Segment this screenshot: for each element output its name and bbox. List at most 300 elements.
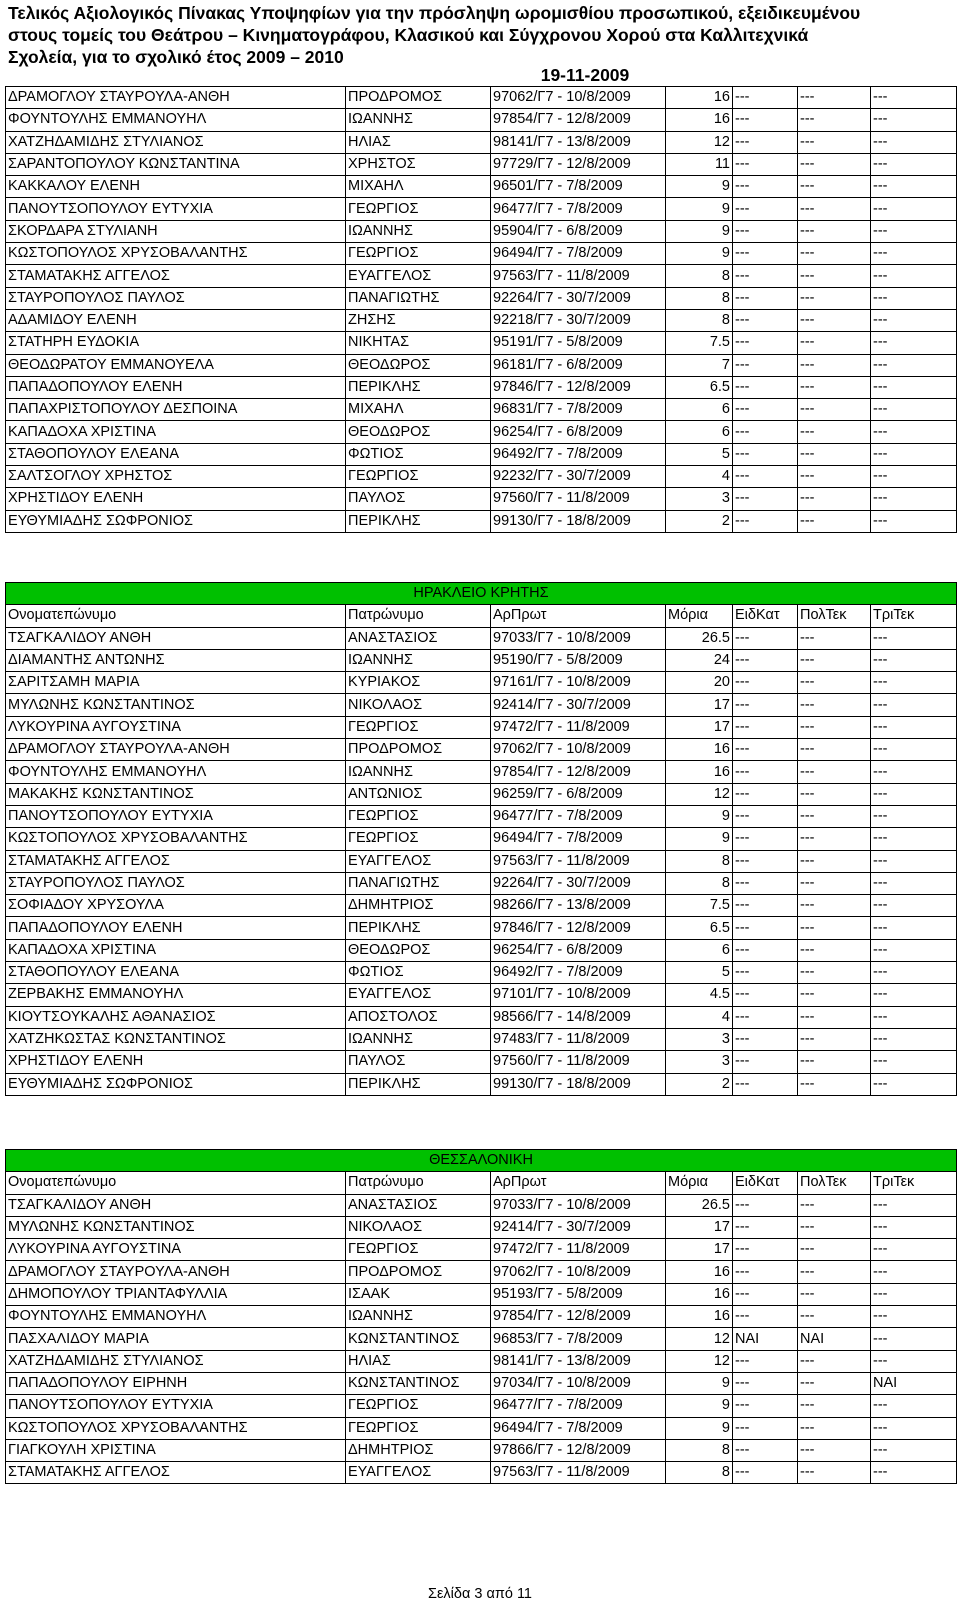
- table-cell: ---: [733, 1439, 798, 1461]
- table-row: [6, 805, 957, 827]
- table-cell: ΔΙΑΜΑΝΤΗΣ ΑΝΤΩΝΗΣ: [6, 649, 346, 671]
- table-cell: ---: [798, 309, 871, 331]
- table-cell: ΚΙΟΥΤΣΟΥΚΑΛΗΣ ΑΘΑΝΑΣΙΟΣ: [6, 1006, 346, 1028]
- column-header: ΑρΠρωτ: [491, 1172, 666, 1194]
- table-cell: ---: [871, 399, 957, 421]
- table-cell: ---: [798, 694, 871, 716]
- table-cell: ΚΑΚΚΑΛΟΥ ΕΛΕΝΗ: [6, 176, 346, 198]
- table-cell: ---: [871, 962, 957, 984]
- table-cell: ΣΤΑΜΑΤΑΚΗΣ ΑΓΓΕΛΟΣ: [6, 1462, 346, 1484]
- section-title: ΘΕΣΣΑΛΟΝΙΚΗ: [6, 1150, 957, 1172]
- table-cell: 97866/Γ7 - 12/8/2009: [491, 1439, 666, 1461]
- table-cell: ΝΑΙ: [733, 1328, 798, 1350]
- table-row: [6, 198, 957, 220]
- table-cell: ΜΙΧΑΗΛ: [346, 399, 491, 421]
- table-row: [6, 895, 957, 917]
- table-cell: ---: [871, 220, 957, 242]
- table-cell: ---: [733, 649, 798, 671]
- table-row: [6, 220, 957, 242]
- table-cell: ---: [733, 1306, 798, 1328]
- column-header-row: [6, 1172, 957, 1194]
- table-cell: 96259/Γ7 - 6/8/2009: [491, 783, 666, 805]
- document-title: [8, 2, 958, 68]
- table-cell: ---: [798, 332, 871, 354]
- table-cell: ΣΤΑΤΗΡΗ ΕΥΔΟΚΙΑ: [6, 332, 346, 354]
- table-cell: 7.5: [666, 332, 733, 354]
- table-cell: ---: [733, 309, 798, 331]
- table-cell: ---: [798, 716, 871, 738]
- table-row: [6, 1239, 957, 1261]
- column-header: Μόρια: [666, 1172, 733, 1194]
- table-cell: ΘΕΟΔΩΡΟΣ: [346, 354, 491, 376]
- table-cell: ---: [733, 287, 798, 309]
- table-cell: ---: [798, 287, 871, 309]
- table-row: [6, 1328, 957, 1350]
- table-cell: 97033/Γ7 - 10/8/2009: [491, 627, 666, 649]
- table-cell: ---: [798, 87, 871, 109]
- table-cell: ---: [871, 895, 957, 917]
- table-cell: 9: [666, 805, 733, 827]
- table-cell: ---: [871, 1350, 957, 1372]
- table-cell: ---: [798, 1462, 871, 1484]
- table-cell: ΔΗΜΗΤΡΙΟΣ: [346, 1439, 491, 1461]
- table-cell: ΠΑΣΧΑΛΙΔΟΥ ΜΑΡΙΑ: [6, 1328, 346, 1350]
- table-cell: ---: [871, 694, 957, 716]
- table-cell: 6: [666, 421, 733, 443]
- table-cell: ---: [798, 672, 871, 694]
- table-cell: ΦΟΥΝΤΟΥΛΗΣ ΕΜΜΑΝΟΥΗΛ: [6, 1306, 346, 1328]
- table-cell: ---: [733, 716, 798, 738]
- table-cell: ---: [733, 1395, 798, 1417]
- table-cell: ΗΛΙΑΣ: [346, 131, 491, 153]
- table-cell: ---: [798, 220, 871, 242]
- table-cell: 92264/Γ7 - 30/7/2009: [491, 872, 666, 894]
- table-cell: 17: [666, 716, 733, 738]
- table-cell: ---: [733, 917, 798, 939]
- table-cell: ---: [798, 828, 871, 850]
- table-cell: ---: [871, 805, 957, 827]
- table-cell: ---: [798, 109, 871, 131]
- table-cell: ---: [733, 243, 798, 265]
- table-cell: 16: [666, 87, 733, 109]
- table-cell: ---: [871, 176, 957, 198]
- table-row: [6, 1194, 957, 1216]
- table-row: [6, 984, 957, 1006]
- table-cell: 5: [666, 443, 733, 465]
- table-cell: ΣΑΡΙΤΣΑΜΗ ΜΑΡΙΑ: [6, 672, 346, 694]
- table-row: [6, 672, 957, 694]
- table-cell: ΓΕΩΡΓΙΟΣ: [346, 1417, 491, 1439]
- table-cell: 98566/Γ7 - 14/8/2009: [491, 1006, 666, 1028]
- table-cell: ---: [798, 984, 871, 1006]
- table-cell: ΖΗΣΗΣ: [346, 309, 491, 331]
- table-cell: ---: [798, 872, 871, 894]
- table-cell: ---: [733, 828, 798, 850]
- table-row: [6, 376, 957, 398]
- table-row: [6, 627, 957, 649]
- table-cell: ---: [871, 939, 957, 961]
- table-cell: ΑΝΤΩΝΙΟΣ: [346, 783, 491, 805]
- table-cell: ΠΑΝΟΥΤΣΟΠΟΥΛΟΥ ΕΥΤΥΧΙΑ: [6, 805, 346, 827]
- table-row: [6, 287, 957, 309]
- table-cell: ΚΩΝΣΤΑΝΤΙΝΟΣ: [346, 1328, 491, 1350]
- table-cell: ΠΕΡΙΚΛΗΣ: [346, 376, 491, 398]
- table-row: [6, 399, 957, 421]
- table-cell: ΠΕΡΙΚΛΗΣ: [346, 1073, 491, 1095]
- table-cell: 6: [666, 939, 733, 961]
- table-cell: 98141/Γ7 - 13/8/2009: [491, 1350, 666, 1372]
- table-cell: ΚΥΡΙΑΚΟΣ: [346, 672, 491, 694]
- table-cell: ---: [733, 1051, 798, 1073]
- table-cell: 92414/Γ7 - 30/7/2009: [491, 1216, 666, 1238]
- table-row: [6, 649, 957, 671]
- table-row: [6, 421, 957, 443]
- table-section-thessaloniki: [5, 1149, 957, 1484]
- table-cell: 12: [666, 1350, 733, 1372]
- table-cell: ---: [798, 176, 871, 198]
- table-cell: ΕΥΑΓΓΕΛΟΣ: [346, 984, 491, 1006]
- table-cell: ---: [798, 761, 871, 783]
- table-cell: ΓΕΩΡΓΙΟΣ: [346, 828, 491, 850]
- table-cell: ---: [871, 332, 957, 354]
- table-cell: ---: [798, 962, 871, 984]
- table-cell: 97483/Γ7 - 11/8/2009: [491, 1028, 666, 1050]
- table-row: [6, 917, 957, 939]
- table-cell: ΦΟΥΝΤΟΥΛΗΣ ΕΜΜΑΝΟΥΗΛ: [6, 761, 346, 783]
- table-cell: 96477/Γ7 - 7/8/2009: [491, 198, 666, 220]
- table-cell: ΔΗΜΟΠΟΥΛΟΥ ΤΡΙΑΝΤΑΦΥΛΛΙΑ: [6, 1283, 346, 1305]
- table-row: [6, 332, 957, 354]
- table-cell: ---: [733, 1006, 798, 1028]
- column-header: Πατρώνυμο: [346, 605, 491, 627]
- column-header: ΕιδΚατ: [733, 605, 798, 627]
- table-cell: ---: [798, 895, 871, 917]
- table-cell: 97846/Γ7 - 12/8/2009: [491, 917, 666, 939]
- table-cell: ---: [733, 87, 798, 109]
- table-row: [6, 1073, 957, 1095]
- table-cell: ---: [733, 109, 798, 131]
- table-cell: ΣΤΑΜΑΤΑΚΗΣ ΑΓΓΕΛΟΣ: [6, 850, 346, 872]
- table-cell: ---: [871, 672, 957, 694]
- table-cell: ---: [871, 265, 957, 287]
- table-cell: ---: [871, 1283, 957, 1305]
- table-row: [6, 1350, 957, 1372]
- table-cell: 9: [666, 198, 733, 220]
- table-cell: ---: [871, 309, 957, 331]
- table-cell: ---: [733, 1372, 798, 1394]
- table-cell: 95191/Γ7 - 5/8/2009: [491, 332, 666, 354]
- table-cell: ---: [798, 443, 871, 465]
- table-cell: ΠΡΟΔΡΟΜΟΣ: [346, 87, 491, 109]
- table-cell: ΦΩΤΙΟΣ: [346, 962, 491, 984]
- table-cell: ---: [733, 694, 798, 716]
- table-row: [6, 872, 957, 894]
- table-cell: 3: [666, 488, 733, 510]
- table-row: [6, 354, 957, 376]
- table-cell: ΠΑΠΑΔΟΠΟΥΛΟΥ ΕΙΡΗΝΗ: [6, 1372, 346, 1394]
- table-cell: 96477/Γ7 - 7/8/2009: [491, 1395, 666, 1417]
- table-cell: ΑΔΑΜΙΔΟΥ ΕΛΕΝΗ: [6, 309, 346, 331]
- section-title: ΗΡΑΚΛΕΙΟ ΚΡΗΤΗΣ: [6, 583, 957, 605]
- table-row: [6, 739, 957, 761]
- table-cell: ---: [798, 488, 871, 510]
- table-row: [6, 1261, 957, 1283]
- table-row: [6, 716, 957, 738]
- table-cell: ---: [733, 176, 798, 198]
- table-cell: 9: [666, 220, 733, 242]
- table-cell: ΠΑΠΑΔΟΠΟΥΛΟΥ ΕΛΕΝΗ: [6, 917, 346, 939]
- table-cell: ΔΡΑΜΟΓΛΟΥ ΣΤΑΥΡΟΥΛΑ-ΑΝΘΗ: [6, 1261, 346, 1283]
- table-cell: 12: [666, 131, 733, 153]
- table-cell: 96831/Γ7 - 7/8/2009: [491, 399, 666, 421]
- table-cell: ---: [733, 332, 798, 354]
- table-row: [6, 962, 957, 984]
- table-cell: ---: [871, 421, 957, 443]
- table-cell: ΚΩΣΤΟΠΟΥΛΟΣ ΧΡΥΣΟΒΑΛΑΝΤΗΣ: [6, 243, 346, 265]
- table-cell: ---: [798, 1006, 871, 1028]
- table-cell: ---: [798, 265, 871, 287]
- table-cell: 6.5: [666, 917, 733, 939]
- table-cell: ΣΑΛΤΣΟΓΛΟΥ ΧΡΗΣΤΟΣ: [6, 466, 346, 488]
- table-cell: ΓΕΩΡΓΙΟΣ: [346, 198, 491, 220]
- table-cell: 26.5: [666, 627, 733, 649]
- table-cell: ---: [871, 198, 957, 220]
- table-cell: ---: [871, 109, 957, 131]
- table-cell: ---: [733, 376, 798, 398]
- table-cell: ΠΑΝΟΥΤΣΟΠΟΥΛΟΥ ΕΥΤΥΧΙΑ: [6, 1395, 346, 1417]
- table-cell: ---: [733, 761, 798, 783]
- table-cell: 97563/Γ7 - 11/8/2009: [491, 265, 666, 287]
- table-cell: ΦΟΥΝΤΟΥΛΗΣ ΕΜΜΑΝΟΥΗΛ: [6, 109, 346, 131]
- table-cell: ΧΡΗΣΤΟΣ: [346, 153, 491, 175]
- table-cell: ---: [798, 649, 871, 671]
- table-cell: ---: [871, 488, 957, 510]
- table-cell: ---: [871, 1051, 957, 1073]
- table-cell: 97101/Γ7 - 10/8/2009: [491, 984, 666, 1006]
- table-cell: ---: [798, 1216, 871, 1238]
- table-cell: 16: [666, 1306, 733, 1328]
- table-cell: ---: [733, 1261, 798, 1283]
- table-cell: 8: [666, 850, 733, 872]
- table-cell: ΛΥΚΟΥΡΙΝΑ ΑΥΓΟΥΣΤΙΝΑ: [6, 716, 346, 738]
- table-cell: ΜΥΛΩΝΗΣ ΚΩΝΣΤΑΝΤΙΝΟΣ: [6, 694, 346, 716]
- table-cell: 7.5: [666, 895, 733, 917]
- table-cell: 16: [666, 1283, 733, 1305]
- table-cell: 97560/Γ7 - 11/8/2009: [491, 488, 666, 510]
- table-cell: 8: [666, 1462, 733, 1484]
- table-cell: ---: [871, 243, 957, 265]
- table-cell: ---: [733, 783, 798, 805]
- table-cell: ---: [798, 917, 871, 939]
- table-cell: 96494/Γ7 - 7/8/2009: [491, 1417, 666, 1439]
- table-cell: ΣΤΑΥΡΟΠΟΥΛΟΣ ΠΑΥΛΟΣ: [6, 872, 346, 894]
- table-cell: 96477/Γ7 - 7/8/2009: [491, 805, 666, 827]
- table-cell: ---: [798, 466, 871, 488]
- table-cell: 96494/Γ7 - 7/8/2009: [491, 828, 666, 850]
- table-cell: ---: [733, 805, 798, 827]
- table-cell: ΧΑΤΖΗΔΑΜΙΔΗΣ ΣΤΥΛΙΑΝΟΣ: [6, 131, 346, 153]
- table-cell: ---: [733, 895, 798, 917]
- column-header: Ονοματεπώνυμο: [6, 1172, 346, 1194]
- table-cell: ---: [798, 1194, 871, 1216]
- table-row: [6, 1417, 957, 1439]
- table-cell: 9: [666, 1372, 733, 1394]
- table-cell: ΓΕΩΡΓΙΟΣ: [346, 466, 491, 488]
- table-cell: ΣΚΟΡΔΑΡΑ ΣΤΥΛΙΑΝΗ: [6, 220, 346, 242]
- table-row: [6, 939, 957, 961]
- table-cell: ---: [871, 783, 957, 805]
- table-cell: ΓΕΩΡΓΙΟΣ: [346, 716, 491, 738]
- table-row: [6, 1216, 957, 1238]
- table-cell: ---: [798, 939, 871, 961]
- table-cell: ---: [733, 1194, 798, 1216]
- table-cell: 17: [666, 1216, 733, 1238]
- table-cell: 97472/Γ7 - 11/8/2009: [491, 1239, 666, 1261]
- table-row: [6, 510, 957, 532]
- table-row: [6, 153, 957, 175]
- table-cell: ---: [798, 1261, 871, 1283]
- table-row: [6, 761, 957, 783]
- table-cell: ΔΡΑΜΟΓΛΟΥ ΣΤΑΥΡΟΥΛΑ-ΑΝΘΗ: [6, 87, 346, 109]
- table-cell: ---: [733, 627, 798, 649]
- table-cell: 98141/Γ7 - 13/8/2009: [491, 131, 666, 153]
- table-cell: ---: [798, 354, 871, 376]
- table-row: [6, 783, 957, 805]
- table-cell: ΙΩΑΝΝΗΣ: [346, 109, 491, 131]
- table-row: [6, 176, 957, 198]
- table-row: [6, 309, 957, 331]
- table-cell: ΘΕΟΔΩΡΟΣ: [346, 421, 491, 443]
- table-row: [6, 1395, 957, 1417]
- table-cell: ---: [871, 1216, 957, 1238]
- table-cell: ---: [733, 1417, 798, 1439]
- table-cell: ---: [733, 1283, 798, 1305]
- table-cell: ΜΥΛΩΝΗΣ ΚΩΝΣΤΑΝΤΙΝΟΣ: [6, 1216, 346, 1238]
- table-cell: ΗΛΙΑΣ: [346, 1350, 491, 1372]
- table-cell: ---: [733, 739, 798, 761]
- table-cell: 97034/Γ7 - 10/8/2009: [491, 1372, 666, 1394]
- table-cell: ---: [798, 783, 871, 805]
- table-cell: ---: [733, 443, 798, 465]
- section-title-row: [6, 583, 957, 605]
- table-cell: ---: [798, 1372, 871, 1394]
- table-cell: 96492/Γ7 - 7/8/2009: [491, 962, 666, 984]
- table-cell: 8: [666, 309, 733, 331]
- table-cell: 92414/Γ7 - 30/7/2009: [491, 694, 666, 716]
- table-cell: ---: [733, 962, 798, 984]
- table-cell: ---: [798, 153, 871, 175]
- table-cell: ---: [871, 1328, 957, 1350]
- table-row: [6, 1462, 957, 1484]
- table-cell: 96853/Γ7 - 7/8/2009: [491, 1328, 666, 1350]
- table-cell: ---: [733, 1239, 798, 1261]
- table-cell: ---: [871, 872, 957, 894]
- table-cell: 97563/Γ7 - 11/8/2009: [491, 1462, 666, 1484]
- table-cell: ---: [733, 850, 798, 872]
- table-cell: ΓΕΩΡΓΙΟΣ: [346, 805, 491, 827]
- table-cell: ΚΑΠΑΔΟΧΑ ΧΡΙΣΤΙΝΑ: [6, 421, 346, 443]
- table-cell: ΠΕΡΙΚΛΗΣ: [346, 917, 491, 939]
- table-cell: 97846/Γ7 - 12/8/2009: [491, 376, 666, 398]
- table-cell: ΕΥΑΓΓΕΛΟΣ: [346, 850, 491, 872]
- table-cell: ΛΥΚΟΥΡΙΝΑ ΑΥΓΟΥΣΤΙΝΑ: [6, 1239, 346, 1261]
- table-cell: ΤΣΑΓΚΑΛΙΔΟΥ ΑΝΘΗ: [6, 627, 346, 649]
- table-row: [6, 109, 957, 131]
- table-cell: ΠΑΝΟΥΤΣΟΠΟΥΛΟΥ ΕΥΤΥΧΙΑ: [6, 198, 346, 220]
- table-cell: ---: [733, 672, 798, 694]
- table-cell: ---: [871, 466, 957, 488]
- table-row: [6, 1051, 957, 1073]
- table-cell: ΠΑΝΑΓΙΩΤΗΣ: [346, 872, 491, 894]
- table-row: [6, 1283, 957, 1305]
- table-cell: 97854/Γ7 - 12/8/2009: [491, 109, 666, 131]
- table-cell: ---: [733, 1462, 798, 1484]
- table-cell: ---: [871, 1462, 957, 1484]
- table-cell: ΠΕΡΙΚΛΗΣ: [346, 510, 491, 532]
- table-cell: 9: [666, 1417, 733, 1439]
- table-row: [6, 131, 957, 153]
- table-row: [6, 1372, 957, 1394]
- table-cell: 97062/Γ7 - 10/8/2009: [491, 1261, 666, 1283]
- table-cell: ---: [798, 1051, 871, 1073]
- table-cell: 95904/Γ7 - 6/8/2009: [491, 220, 666, 242]
- table-cell: ---: [733, 1350, 798, 1372]
- table-cell: 8: [666, 872, 733, 894]
- table-cell: 97854/Γ7 - 12/8/2009: [491, 761, 666, 783]
- table-row: [6, 1439, 957, 1461]
- table-cell: ---: [733, 510, 798, 532]
- table-cell: ΙΩΑΝΝΗΣ: [346, 649, 491, 671]
- table-cell: ---: [798, 1283, 871, 1305]
- column-header: Πατρώνυμο: [346, 1172, 491, 1194]
- table-row: [6, 828, 957, 850]
- table-cell: 7: [666, 354, 733, 376]
- table-cell: 16: [666, 1261, 733, 1283]
- table-cell: 96254/Γ7 - 6/8/2009: [491, 939, 666, 961]
- table-cell: ΕΥΘΥΜΙΑΔΗΣ ΣΩΦΡΟΝΙΟΣ: [6, 1073, 346, 1095]
- table-cell: ΘΕΟΔΩΡΟΣ: [346, 939, 491, 961]
- table-row: [6, 1006, 957, 1028]
- table-cell: ---: [798, 243, 871, 265]
- table-cell: 4: [666, 466, 733, 488]
- title-line-3: Σχολεία, για το σχολικό έτος 2009 – 2010: [8, 47, 344, 67]
- table-cell: 97560/Γ7 - 11/8/2009: [491, 1051, 666, 1073]
- table-cell: 26.5: [666, 1194, 733, 1216]
- table-cell: ΜΑΚΑΚΗΣ ΚΩΝΣΤΑΝΤΙΝΟΣ: [6, 783, 346, 805]
- table-cell: ΣΤΑΜΑΤΑΚΗΣ ΑΓΓΕΛΟΣ: [6, 265, 346, 287]
- table-cell: ΠΡΟΔΡΟΜΟΣ: [346, 1261, 491, 1283]
- table-cell: ΚΩΝΣΤΑΝΤΙΝΟΣ: [346, 1372, 491, 1394]
- table-row: [6, 466, 957, 488]
- table-cell: 8: [666, 265, 733, 287]
- table-row: [6, 87, 957, 109]
- table-cell: ΓΙΑΓΚΟΥΛΗ ΧΡΙΣΤΙΝΑ: [6, 1439, 346, 1461]
- table-cell: ---: [871, 87, 957, 109]
- table-cell: ---: [733, 399, 798, 421]
- table-cell: 8: [666, 287, 733, 309]
- document-date: 19-11-2009: [540, 65, 630, 85]
- table-cell: ΚΩΣΤΟΠΟΥΛΟΣ ΧΡΥΣΟΒΑΛΑΝΤΗΣ: [6, 1417, 346, 1439]
- table-cell: ---: [871, 153, 957, 175]
- table-cell: ΦΩΤΙΟΣ: [346, 443, 491, 465]
- table-cell: ---: [798, 739, 871, 761]
- title-line-2: στους τομείς του Θεάτρου – Κινηματογράφου, Κλασικού και Σύγχρονου Χορού στα Καλλιτεχνικά: [8, 25, 809, 45]
- table-cell: 98266/Γ7 - 13/8/2009: [491, 895, 666, 917]
- table-cell: ---: [871, 739, 957, 761]
- table-cell: ΠΑΥΛΟΣ: [346, 1051, 491, 1073]
- table-cell: ---: [733, 131, 798, 153]
- column-header: ΤριΤεκ: [871, 1172, 957, 1194]
